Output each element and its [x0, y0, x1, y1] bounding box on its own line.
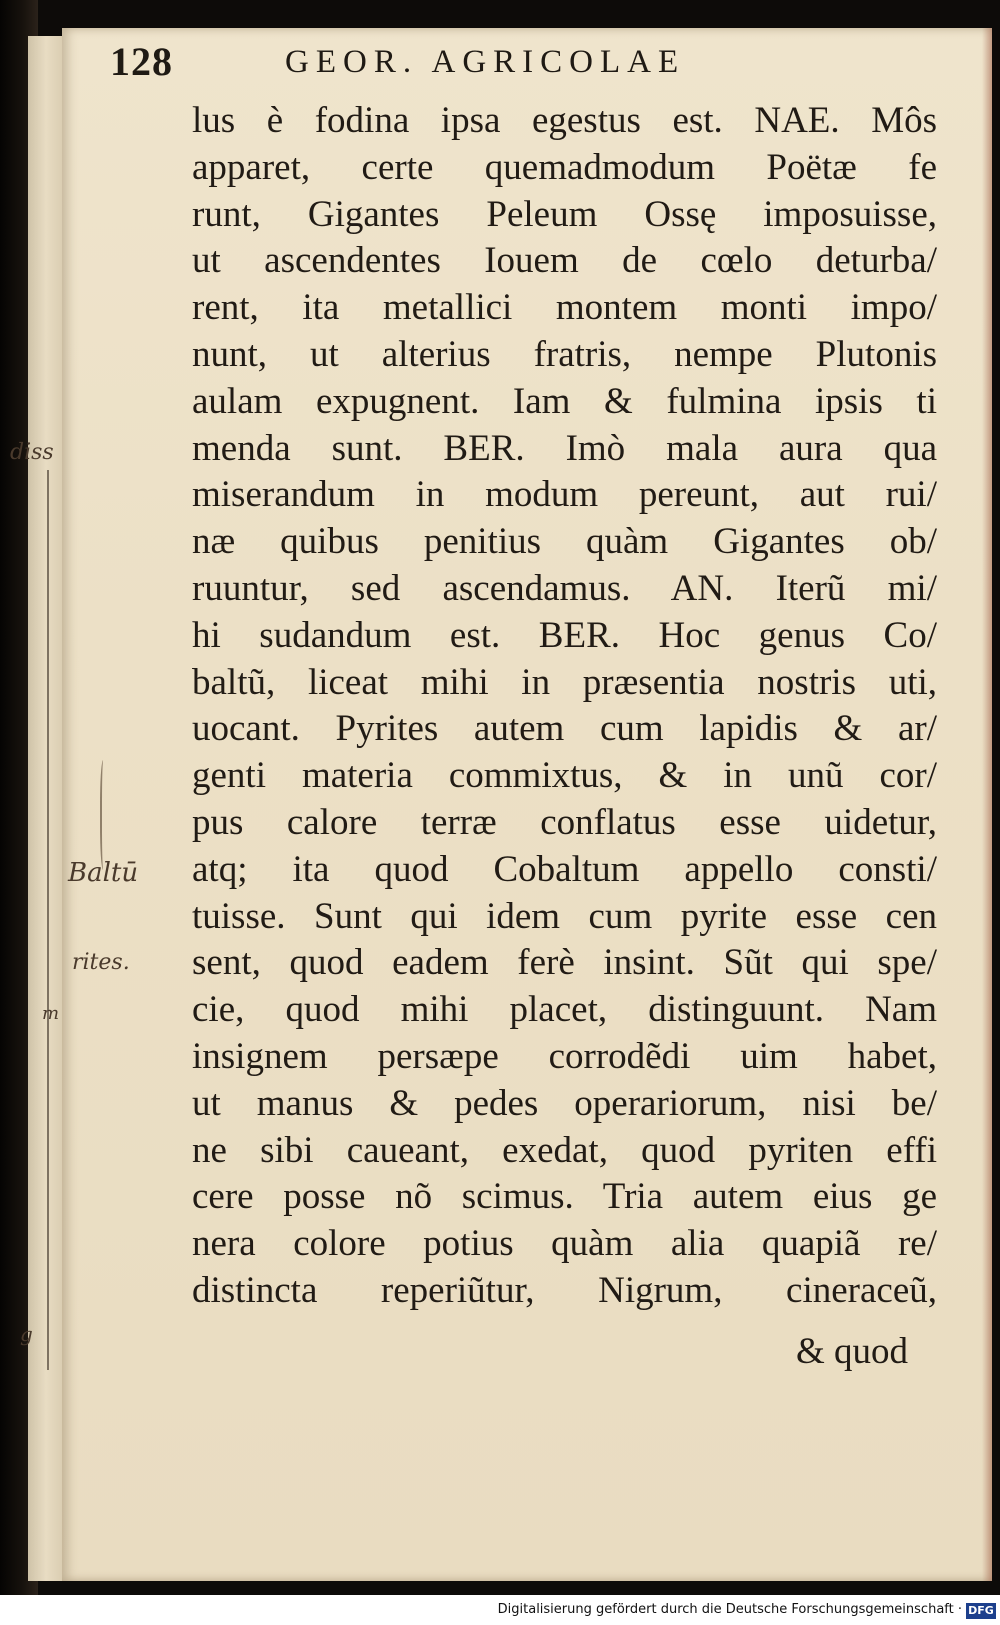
running-title: GEOR. AGRICOLAE [285, 44, 686, 80]
text-line: apparet, certe quemadmodum Poëtæ fe [192, 146, 937, 188]
margin-line-mark [47, 470, 52, 1370]
funding-notice: Digitalisierung gefördert durch die Deutsche Forschungsgemeinschaft · [497, 1602, 962, 1617]
text-line: nera colore potius quàm alia quapiã re/ [192, 1223, 937, 1265]
text-line: ut manus & pedes operariorum, nisi be/ [192, 1082, 937, 1124]
text-line: hi sudandum est. BER. Hoc genus Co/ [192, 614, 937, 656]
text-line: runt, Gigantes Peleum Ossę imposuisse, [192, 193, 937, 235]
text-line: cie, quod mihi placet, distinguunt. Nam [192, 989, 937, 1031]
text-line: baltũ, liceat mihi in præsentia nostris uti, [192, 661, 937, 703]
text-line: menda sunt. BER. Imò mala aura qua [192, 427, 937, 469]
margin-note: diss [10, 440, 54, 465]
text-line: lus è fodina ipsa egestus est. NAE. Môs [192, 100, 937, 141]
text-line: insignem persæpe corrodẽdi uim habet, [192, 1035, 937, 1077]
text-line: ne sibi caueant, exedat, quod pyriten effi [192, 1129, 937, 1171]
text-line: cere posse nõ scimus. Tria autem eius ge [192, 1176, 937, 1218]
text-line: tuisse. Sunt qui idem cum pyrite esse cen [192, 895, 937, 937]
text-line: atq; ita quod Cobaltum appello consti/ [192, 848, 937, 890]
text-line: rent, ita metallici montem monti impo/ [192, 287, 937, 329]
text-line: pus calore terræ conflatus esse uidetur, [192, 801, 937, 843]
dfg-logo-icon: DFG [966, 1603, 996, 1619]
margin-note: m [42, 1003, 60, 1024]
margin-note: Baltū [68, 858, 139, 888]
running-head [110, 38, 870, 94]
margin-note: g [20, 1322, 33, 1346]
text-line: uocant. Pyrites autem cum lapidis & ar/ [192, 708, 937, 750]
text-line: sent, quod eadem ferè insint. Sũt qui spe/ [192, 942, 937, 984]
page-number: 128 [110, 39, 173, 84]
text-line: nunt, ut alterius fratris, nempe Plutonis [192, 333, 937, 375]
text-line: ut ascendentes Iouem de cœlo deturba/ [192, 240, 937, 282]
text-line: aulam expugnent. Iam & fulmina ipsis ti [192, 380, 937, 422]
text-line: distincta reperiũtur, Nigrum, cineraceũ, [192, 1269, 937, 1311]
body-text [192, 98, 937, 1428]
catchword: & quod [795, 1331, 908, 1372]
text-line: ruuntur, sed ascendamus. AN. Iterũ mi/ [192, 567, 937, 609]
text-line: miserandum in modum pereunt, aut rui/ [192, 474, 937, 516]
text-line: genti materia commixtus, & in unũ cor/ [192, 755, 937, 797]
margin-bracket-mark [100, 760, 108, 870]
margin-note: rites. [72, 950, 130, 975]
footer-bar [0, 1595, 1000, 1625]
text-line: næ quibus penitius quàm Gigantes ob/ [192, 521, 937, 563]
